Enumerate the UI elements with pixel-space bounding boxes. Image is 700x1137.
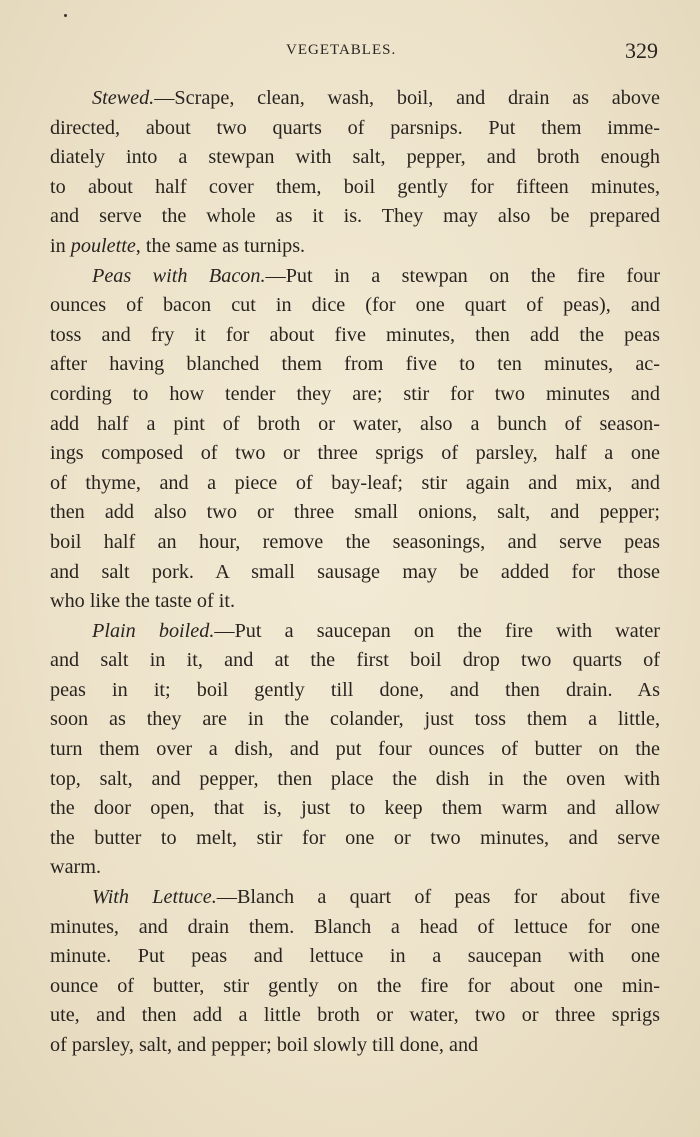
line-text: and salt pork. A small sausage may be added for those	[50, 560, 660, 583]
line-text: minute. Put peas and lettuce in a saucepan with one	[50, 945, 660, 968]
italic-heading: Plain boiled.	[92, 619, 215, 642]
text-line	[50, 350, 660, 380]
italic-heading: poulette	[70, 234, 136, 257]
text-line	[50, 380, 660, 410]
line-text: toss and fry it for about five minutes, then add the peas	[50, 323, 660, 346]
line-text: add half a pint of broth or water, also a bunch of season-	[50, 412, 660, 435]
text-line	[50, 232, 660, 262]
text-line	[50, 84, 660, 114]
line-text: warm.	[50, 856, 102, 879]
text-line	[50, 439, 660, 469]
paragraph	[50, 617, 660, 883]
line-text: peas in it; boil gently till done, and then drain. As	[50, 678, 660, 701]
line-text: and salt in it, and at the first boil drop two quarts of	[50, 649, 660, 672]
text-line	[50, 676, 660, 706]
text-line	[50, 617, 660, 647]
text-line	[50, 705, 660, 735]
line-text: —Put a saucepan on the fire with water	[214, 619, 661, 642]
line-text: of parsley, salt, and pepper; boil slowly till done, and	[50, 1034, 479, 1056]
running-head: VEGETABLES.	[286, 42, 397, 58]
line-text: after having blanched them from five to ten minutes, ac-	[50, 353, 660, 376]
text-line	[50, 262, 660, 292]
line-text: of thyme, and a piece of bay-leaf; stir again and mix, and	[50, 471, 660, 494]
text-line	[50, 321, 660, 351]
text-line	[50, 794, 660, 824]
body-text	[50, 84, 660, 1061]
line-text: ounces of bacon cut in dice (for one quart of peas), and	[50, 294, 660, 317]
text-line	[50, 735, 660, 765]
line-text: the butter to melt, stir for one or two minutes, and serve	[50, 826, 660, 849]
line-text: soon as they are in the colander, just toss them a little,	[50, 708, 660, 731]
page-header	[0, 38, 700, 72]
line-text: to about half cover them, boil gently for fifteen minutes,	[50, 175, 660, 198]
line-text: —Scrape, clean, wash, boil, and drain as above	[154, 87, 660, 109]
line-text: directed, about two quarts of parsnips. Put them imme-	[50, 116, 660, 139]
text-line	[50, 1031, 660, 1061]
text-line	[50, 1001, 660, 1031]
text-line	[50, 291, 660, 321]
line-text: turn them over a dish, and put four ounces of butter on the	[50, 738, 660, 761]
paragraph	[50, 84, 660, 262]
text-line	[50, 114, 660, 144]
text-line	[50, 173, 660, 203]
text-line	[50, 498, 660, 528]
italic-heading: Stewed.	[92, 87, 155, 109]
line-text: then add also two or three small onions, salt, and pepper;	[50, 501, 660, 524]
line-text: diately into a stewpan with salt, pepper, and broth enough	[50, 146, 660, 169]
line-text: top, salt, and pepper, then place the dish in the oven with	[50, 767, 660, 790]
line-text: , the same as turnips.	[135, 234, 306, 257]
text-line	[50, 410, 660, 440]
line-text: ounce of butter, stir gently on the fire for about one min-	[50, 974, 660, 997]
line-text: minutes, and drain them. Blanch a head of lettuce for one	[50, 915, 660, 938]
line-text: who like the taste of it.	[50, 590, 236, 613]
text-line	[50, 765, 660, 795]
paragraph	[50, 883, 660, 1061]
text-line	[50, 883, 660, 913]
line-prefix: in	[50, 234, 71, 257]
italic-heading: Peas with Bacon.	[92, 264, 266, 287]
line-text: —Put in a stewpan on the fire four	[265, 264, 660, 287]
line-text: boil half an hour, remove the seasonings, and serve peas	[50, 530, 660, 553]
page-number: 329	[625, 38, 658, 63]
text-line	[50, 143, 660, 173]
text-line	[50, 587, 660, 617]
text-line	[50, 558, 660, 588]
ink-speck	[64, 14, 67, 17]
line-text: cording to how tender they are; stir for two minutes and	[50, 382, 660, 405]
text-line	[50, 972, 660, 1002]
text-line	[50, 853, 660, 883]
text-line	[50, 469, 660, 499]
line-text: ute, and then add a little broth or water, two or three sprigs	[50, 1004, 660, 1027]
paragraph	[50, 262, 660, 617]
text-line	[50, 202, 660, 232]
line-text: the door open, that is, just to keep them warm and allow	[50, 797, 660, 820]
line-text: ings composed of two or three sprigs of parsley, half a one	[50, 442, 660, 465]
line-text: —Blanch a quart of peas for about five	[216, 886, 660, 909]
text-line	[50, 528, 660, 558]
text-line	[50, 913, 660, 943]
text-line	[50, 942, 660, 972]
line-text: and serve the whole as it is. They may also be prepared	[50, 205, 660, 228]
italic-heading: With Lettuce.	[92, 886, 217, 909]
text-line	[50, 824, 660, 854]
text-line	[50, 646, 660, 676]
